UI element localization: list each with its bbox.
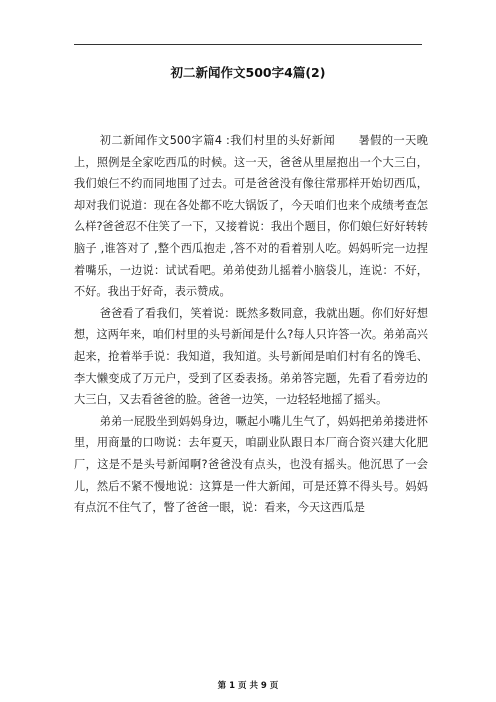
paragraph-3: 弟弟一屁股坐到妈妈身边，噘起小嘴儿生气了，妈妈把弟弟搂进怀里，用商量的口吻说：去年夏天，咱副业队跟日本厂商合资兴建大化肥厂，这是不是头号新闻啊?爸爸没有点头，也没有摇头。他沉思了一会儿，然后不紧不慢地说：这算是一件大新闻，可是还算不得头号。妈妈有点沉不住气了，瞥了爸爸一眼，说：看来，今天这西瓜是: [74, 414, 428, 515]
paragraph-2: 爸爸看了看我们，笑着说：既然多数同意，我就出题。你们好好想想，这两年来，咱们村里的头号新闻是什么?每人只许答一次。弟弟高兴起来，抢着举手说：我知道，我知道。头号新闻是咱们村有名的馋毛、李大懒变成了万元户，受到了区委表扬。弟弟答完题，先看了看旁边的大三白，又去看爸爸的脸。爸爸一边笑，一边轻轻地摇了摇头。: [74, 306, 428, 407]
paragraph-1: 初二新闻作文500字篇4 :我们村里的头好新闻 暑假的一天晚上，照例是全家吃西瓜的时候。这一天，爸爸从里屋抱出一个大三白，我们娘仨不约而同地围了过去。可是爸爸没有像往常那样开始切西瓜，却对我们说道：现在各处都不吃大锅饭了，今天咱们也来个成绩考查怎么样?爸爸忍不住笑了一下，又接着说：我出个题目，你们娘仨好好转转脑子 ,谁答对了 ,整个西瓜抱走 ,答不对的看着别人吃。妈妈听完一边捏着嘴乐，一边说：试试看吧。弟弟使劲儿摇着小脑袋儿，连说：不好，不好。我出于好奇，表示赞成。: [74, 134, 428, 299]
header-rule: [74, 44, 422, 45]
document-body: [74, 130, 428, 519]
document-title: 初二新闻作文500字4篇(2): [170, 65, 326, 80]
page-number-footer: 第 1 页 共 9 页: [217, 681, 279, 691]
